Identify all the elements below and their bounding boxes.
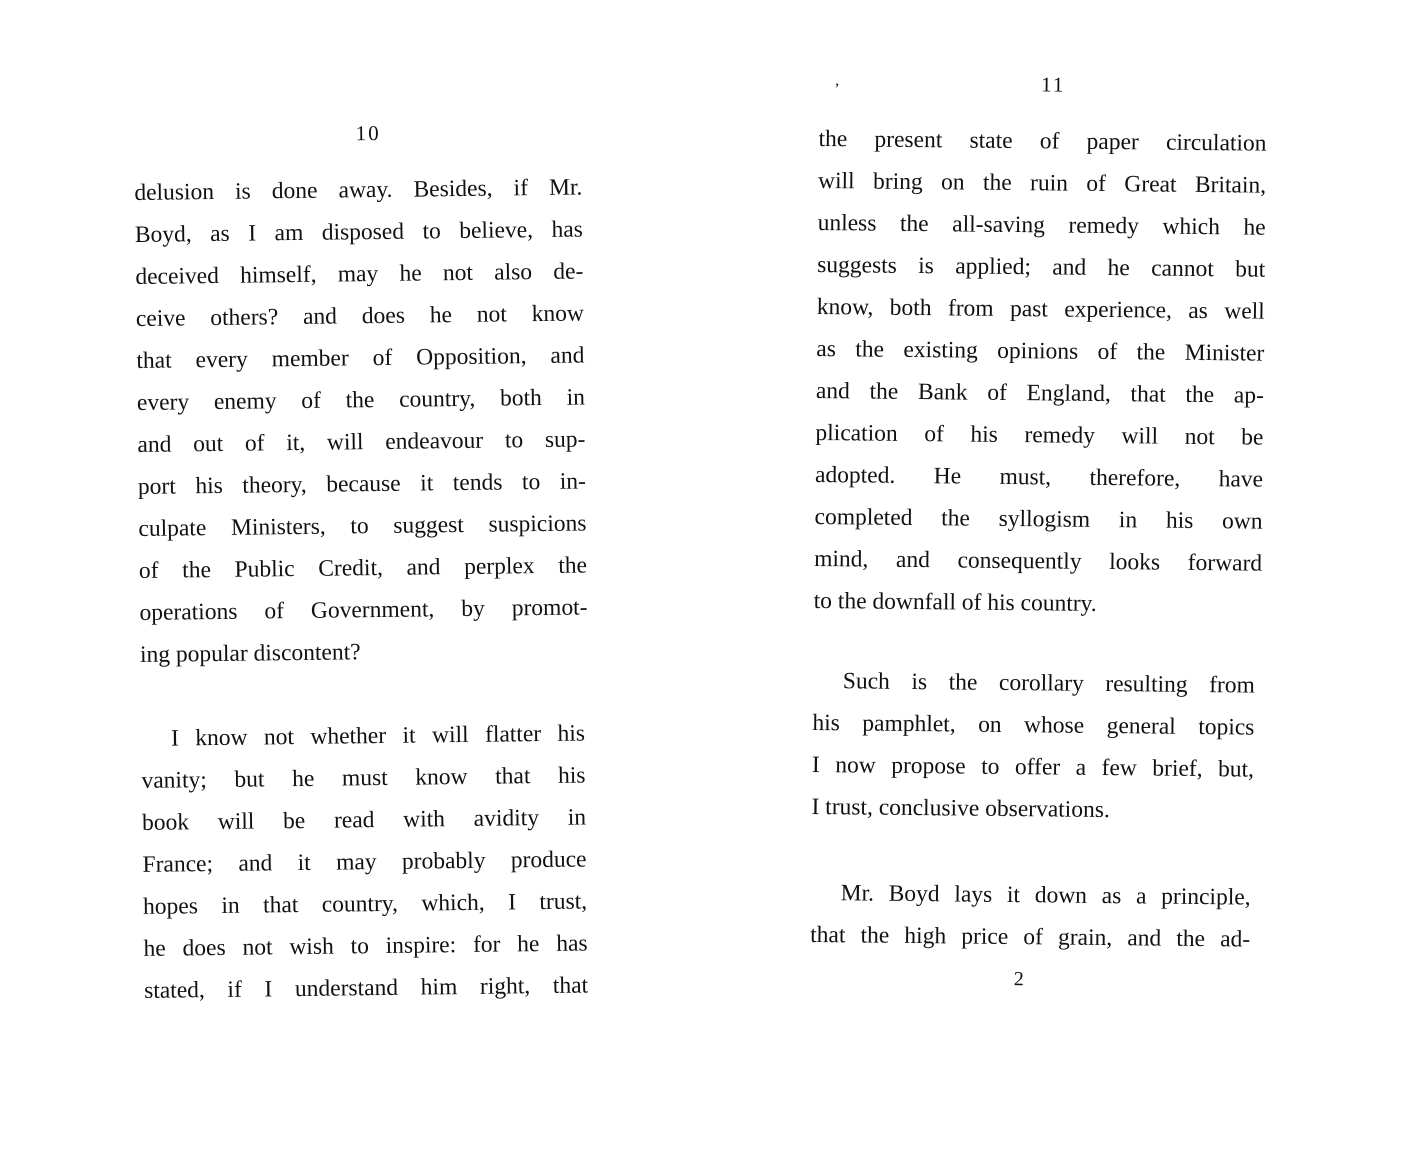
paragraph: [811, 660, 1255, 833]
signature-mark: 2: [1013, 968, 1026, 991]
text-line: culpate Ministers, to suggest suspicions: [138, 510, 587, 542]
page-number: 11: [1041, 72, 1066, 97]
text-line: he does not wish to inspire: for he has: [143, 930, 588, 962]
text-line: deceived himself, may he not also de-: [135, 258, 584, 290]
text-line: suggests is applied; and he cannot but: [817, 251, 1266, 283]
text-line: unless the all-saving remedy which he: [817, 209, 1266, 241]
text-line: Mr. Boyd lays it down as a principle,: [840, 880, 1251, 911]
paragraph: [813, 118, 1266, 627]
right-page: [810, 0, 1290, 991]
text-line: I now propose to offer a few brief, but,: [811, 751, 1255, 783]
text-line: port his theory, because it tends to in-: [137, 468, 587, 500]
stray-mark: ,: [835, 72, 840, 90]
text-line: delusion is done away. Besides, if Mr.: [134, 174, 583, 206]
text-line: and out of it, will endeavour to sup-: [137, 426, 586, 458]
text-line: book will be read with avidity in: [141, 804, 587, 836]
text-line: that every member of Opposition, and: [136, 342, 585, 374]
paragraph: [810, 872, 1251, 961]
text-line: know, both from past experience, as well: [816, 293, 1265, 325]
text-line: to the downfall of his country.: [813, 587, 1097, 617]
text-line: that the high price of grain, and the ad-: [810, 921, 1251, 953]
text-line: operations of Government, by promot-: [139, 594, 588, 626]
text-line: ceive others? and does he not know: [135, 300, 585, 332]
text-line: adopted. He must, therefore, have: [814, 461, 1264, 493]
text-line: I trust, conclusive observations.: [811, 793, 1110, 824]
page-number: 10: [355, 120, 381, 146]
text-line: mind, and consequently looks forward: [814, 545, 1263, 577]
text-line: Such is the corollary resulting from: [842, 668, 1255, 699]
text-line: the present state of paper circulation: [818, 125, 1267, 157]
text-line: as the existing opinions of the Minister: [816, 335, 1265, 367]
text-line: stated, if I understand him right, that: [143, 972, 589, 1004]
text-line: completed the syllogism in his own: [814, 503, 1263, 535]
text-line: every enemy of the country, both in: [136, 384, 586, 416]
text-line: will bring on the ruin of Great Britain,: [817, 167, 1267, 199]
text-line: I know not whether it will flatter his: [170, 720, 586, 752]
paragraph: [141, 713, 589, 1012]
text-line: ing popular discontent?: [139, 639, 361, 668]
text-line: vanity; but he must know that his: [141, 762, 586, 794]
text-line: plication of his remedy will not be: [815, 419, 1264, 451]
text-line: his pamphlet, on whose general topics: [812, 709, 1255, 741]
text-line: and the Bank of England, that the ap-: [815, 377, 1265, 409]
paragraph: [134, 167, 588, 676]
text-line: France; and it may probably produce: [142, 846, 587, 878]
text-line: hopes in that country, which, I trust,: [142, 888, 588, 920]
text-line: Boyd, as I am disposed to believe, has: [134, 216, 583, 248]
text-line: of the Public Credit, and perplex the: [138, 552, 588, 584]
